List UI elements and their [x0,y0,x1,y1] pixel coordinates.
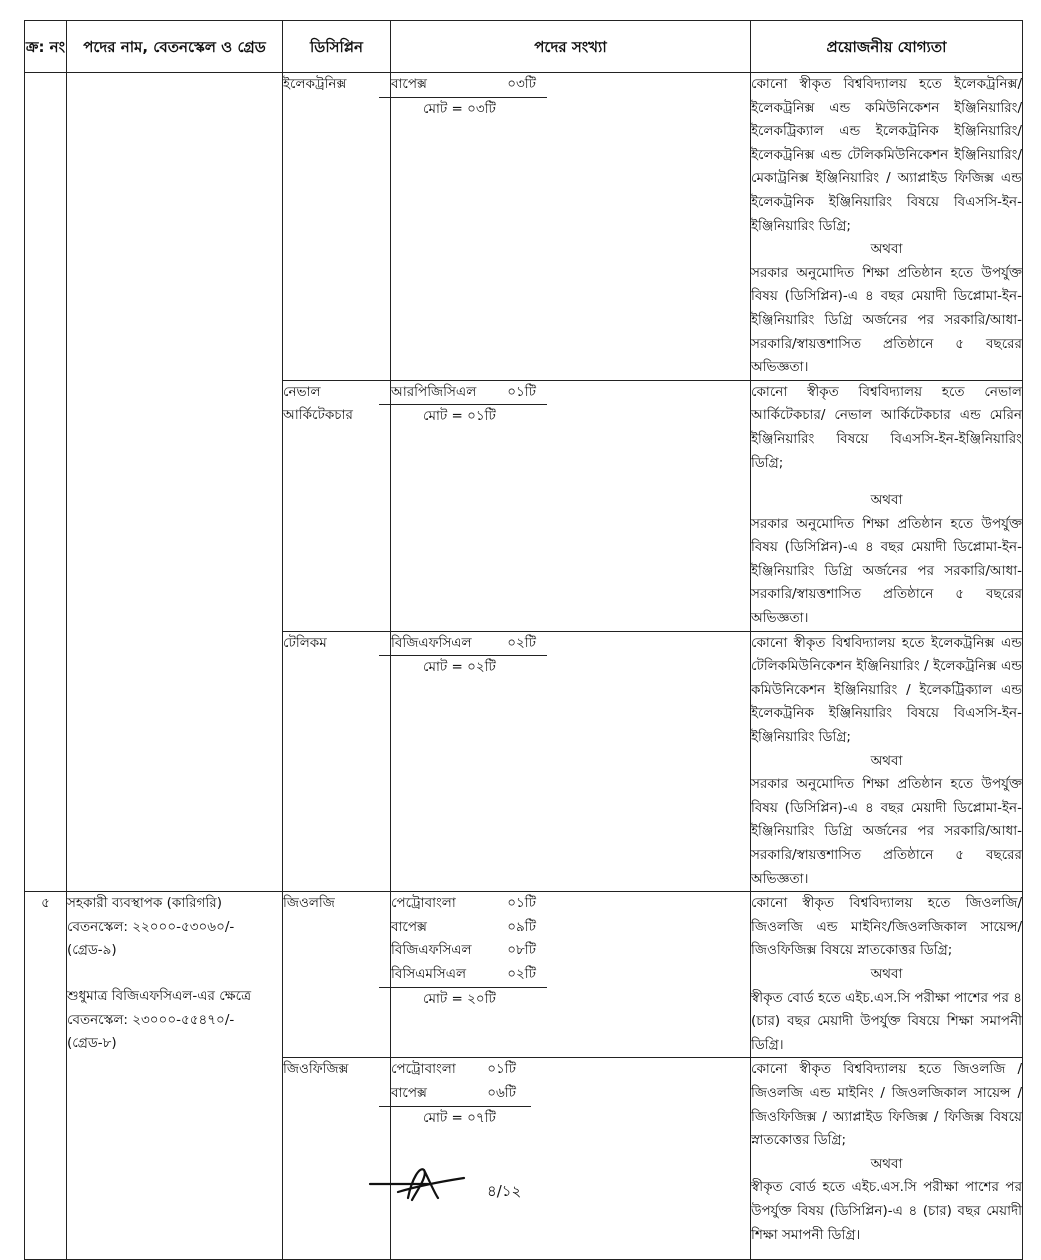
post-num: ০৩টি [507,76,536,92]
qualification-cell [751,892,1023,1058]
post-line [391,381,536,405]
discipline-cell: জিওলজি [283,892,391,1058]
post-num: ০১টি [507,895,536,912]
qualification-cell [751,1058,1023,1260]
header-qualification: প্রয়োজনীয় যোগ্যতা [751,21,1023,73]
post-num: ০১টি [507,383,536,400]
header-serial: ক্র: নং [25,21,67,73]
qualification-cell [751,631,1023,892]
post-num: ০৮টি [507,942,536,959]
qualification-text: স্বীকৃত বোর্ড হতে এইচ.এস.সি পরীক্ষা পাশের পর ৪ (চার) বছর মেয়াদী উপর্যুক্ত বিষয়ে শিক্ষা সমাপনী ডিগ্রি। [751,989,1022,1053]
grade: (গ্রেড-৯) [67,942,117,959]
qualification-cell [751,73,1023,381]
discipline-cell: ইলেকট্রনিক্স [283,73,391,381]
pay-scale: বেতনস্কেল: ২২০০০-৫৩০৬০/- [67,918,235,935]
post-line [391,892,536,916]
post-line [391,1082,516,1106]
posts-cell [391,892,751,1058]
posts-cell [391,380,751,631]
recruitment-table [24,20,1023,1260]
post-line [391,939,536,963]
post-line [391,632,536,656]
qualification-text: সরকার অনুমোদিত শিক্ষা প্রতিষ্ঠান হতে উপর্যুক্ত বিষয় (ডিসিপ্লিন)-এ ৪ বছর মেয়াদী ডিপ্লোমা-ইন-ইঞ্জিনিয়ারিং ডিগ্রি অর্জনের পর সরকারি/আধা-সরকারি/স্বায়ত্তশাসিত প্রতিষ্ঠানে ৫ বছরের অভিজ্ঞতা। [751,776,1022,887]
qualification-text: স্বীকৃত বোর্ড হতে এইচ.এস.সি পরীক্ষা পাশের পর উপর্যুক্ত বিষয় (ডিসিপ্লিন)-এ ৪ (চার) বছর মেয়াদী শিক্ষা সমাপনী ডিগ্রি। [751,1179,1022,1243]
post-num: ০২টি [507,965,536,982]
post-org: আরপিজিসিএল [391,383,477,400]
discipline-cell: টেলিকম [283,631,391,892]
post-total: মোট = ২০টি [379,987,547,1012]
page-number: ৪/১২ [487,1182,522,1200]
post-total: মোট = ০৩টি [379,97,547,122]
header-discipline: ডিসিপ্লিন [283,21,391,73]
qualification-text: কোনো স্বীকৃত বিশ্ববিদ্যালয় হতে ইলেকট্রনিক্স এন্ড টেলিকমিউনিকেশন ইঞ্জিনিয়ারিং / ইলেকট্রনিক্স এন্ড কমিউনিকেশন ইঞ্জিনিয়ারিং / ইলেকট্রিক্যাল এন্ড ইলেকট্রনিক ইঞ্জিনিয়ারিং বিষয়ে বিএসসি-ইন-ইঞ্জিনিয়ারিং ডিগ্রি; [751,634,1022,746]
post-cell [67,892,283,1260]
post-num: ০২টি [507,634,536,651]
post-title: সহকারী ব্যবস্থাপক (কারিগরি) [67,895,222,912]
page-footer [0,1178,1041,1204]
discipline-cell: নেভাল আর্কিটেকচার [283,380,391,631]
table-header-row [25,21,1023,73]
or-text: অথবা [870,241,903,258]
post-org: পেট্রোবাংলা [391,1061,456,1078]
header-post: পদের নাম, বেতনস্কেল ও গ্রেড [67,21,283,73]
post-line [391,73,536,97]
post-line [391,963,536,987]
post-org: পেট্রোবাংলা [391,895,456,912]
post-num: ০৯টি [507,918,536,935]
table-row [25,892,1023,1058]
posts-cell [391,631,751,892]
qualification-text: সরকার অনুমোদিত শিক্ষা প্রতিষ্ঠান হতে উপর্যুক্ত বিষয় (ডিসিপ্লিন)-এ ৪ বছর মেয়াদী ডিপ্লোমা-ইন-ইঞ্জিনিয়ারিং ডিগ্রি অর্জনের পর সরকারি/আধা-সরকারি/স্বায়ত্তশাসিত প্রতিষ্ঠানে ৫ বছরের অভিজ্ঞতা। [751,515,1022,627]
serial-cell-empty [25,73,67,892]
post-org: বিসিএমসিএল [391,965,467,982]
qualification-text: কোনো স্বীকৃত বিশ্ববিদ্যালয় হতে নেভাল আর্কিটেকচার/ নেভাল আর্কিটেকচার এন্ড মেরিন ইঞ্জিনিয়ারিং বিষয়ে বিএসসি-ইন-ইঞ্জিনিয়ারিং ডিগ্রি; [751,383,1022,471]
table-row [25,73,1023,381]
or-text: অথবা [870,492,903,509]
or-text: অথবা [870,1155,903,1172]
signature-mark [368,1164,478,1204]
pay-scale-note: শুধুমাত্র বিজিএফসিএল-এর ক্ষেত্রে বেতনস্কেল: ২৩০০০-৫৫৪৭০/- (গ্রেড-৮) [67,987,251,1052]
posts-cell [391,1058,751,1260]
qualification-text: কোনো স্বীকৃত বিশ্ববিদ্যালয় হতে জিওলজি/জিওলজি এন্ড মাইনিং/জিওলজিকাল সায়েন্স/জিওফিজিক্স বিষয়ে স্নাতকোত্তর ডিগ্রি; [751,895,1022,959]
post-total: মোট = ০৭টি [379,1106,531,1131]
post-org: বাপেক্স [391,76,427,92]
post-line [391,916,536,940]
qualification-cell [751,380,1023,631]
post-org: বাপেক্স [391,1084,427,1101]
post-cell-empty [67,73,283,892]
post-num: ০১টি [487,1061,516,1078]
posts-cell [391,73,751,381]
post-line [391,1058,516,1082]
post-num: ০৬টি [487,1084,516,1101]
qualification-text: কোনো স্বীকৃত বিশ্ববিদ্যালয় হতে জিওলজি / জিওলজি এন্ড মাইনিং / জিওলজিকাল সায়েন্স / জিওফিজিক্স / অ্যাপ্লাইড ফিজিক্স / ফিজিক্স বিষয়ে স্নাতকোত্তর ডিগ্রি; [751,1061,1022,1149]
qualification-text: কোনো স্বীকৃত বিশ্ববিদ্যালয় হতে ইলেকট্রনিক্স/ ইলেকট্রনিক্স এন্ড কমিউনিকেশন ইঞ্জিনিয়ারিং/ ইলেকট্রিক্যাল এন্ড ইলেকট্রনিক ইঞ্জিনিয়ারিং/ ইলেকট্রনিক্স এন্ড টেলিকমিউনিকেশন ইঞ্জিনিয়ারিং/ মেকাট্রনিক্স ইঞ্জিনিয়ারিং / অ্যাপ্লাইড ফিজিক্স এন্ড ইলেকট্রনিক ইঞ্জিনিয়ারিং বিষয়ে বিএসসি-ইন-ইঞ্জিনিয়ারিং ডিগ্রি; [751,76,1022,234]
post-org: বিজিএফসিএল [391,634,472,651]
or-text: অথবা [870,965,903,982]
post-org: বাপেক্স [391,918,427,935]
discipline-cell: জিওফিজিক্স [283,1058,391,1260]
post-total: মোট = ০১টি [379,404,547,429]
serial-cell: ৫ [25,892,67,1260]
or-text: অথবা [870,752,903,769]
header-count: পদের সংখ্যা [391,21,751,73]
qualification-text: সরকার অনুমোদিত শিক্ষা প্রতিষ্ঠান হতে উপর্যুক্ত বিষয় (ডিসিপ্লিন)-এ ৪ বছর মেয়াদী ডিপ্লোমা-ইন-ইঞ্জিনিয়ারিং ডিগ্রি অর্জনের পর সরকারি/আধা-সরকারি/স্বায়ত্তশাসিত প্রতিষ্ঠানে ৫ বছরের অভিজ্ঞতা। [751,264,1022,376]
post-total: মোট = ০২টি [379,655,547,680]
post-org: বিজিএফসিএল [391,942,472,959]
